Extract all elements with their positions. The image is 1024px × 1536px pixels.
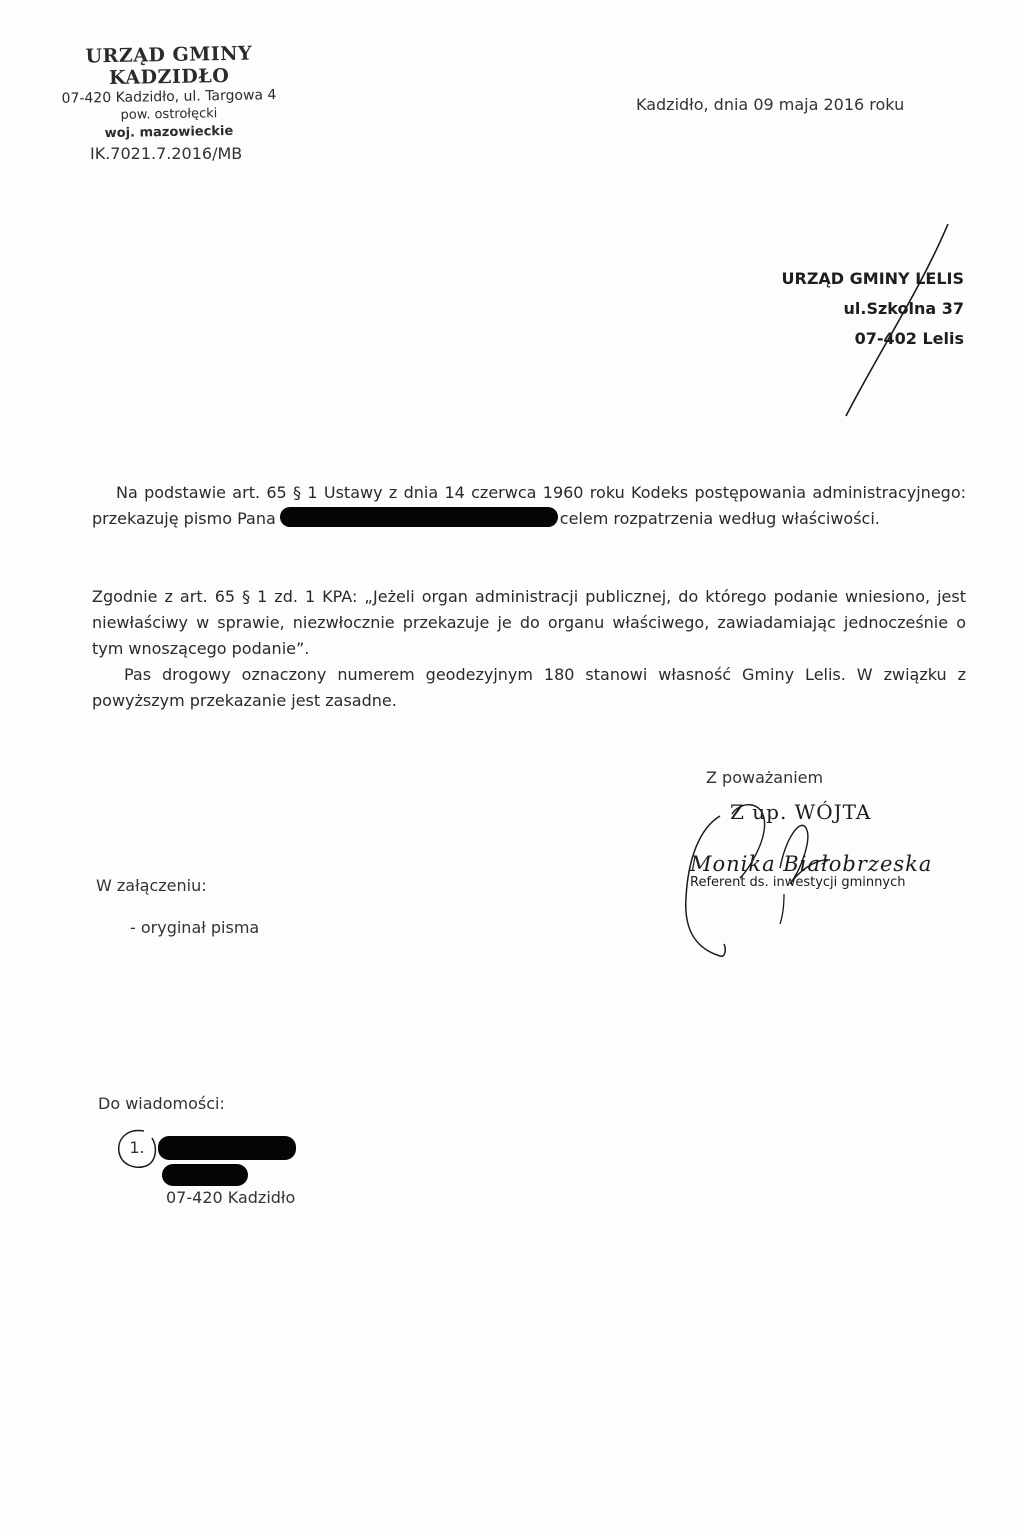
closing-greeting: Z poważaniem: [706, 768, 824, 787]
sender-address: 07-420 Kadzidło, ul. Targowa 4: [61, 87, 277, 107]
recipient-street: ul.Szkolna 37: [843, 299, 964, 318]
recipient-name: URZĄD GMINY LELIS: [781, 269, 964, 288]
signatory-name: Monika Białobrzeska: [690, 852, 933, 876]
sender-stamp: [34, 44, 304, 142]
body-paragraph-1-start: Na podstawie art. 65 § 1 Ustawy z dnia 14 czerwca 1960 roku Kodeks postępowania administracyjnego: przekazuję pismo Pana: [92, 483, 966, 528]
reference-number: IK.7021.7.2016/MB: [90, 144, 243, 163]
cc-label: Do wiadomości:: [98, 1094, 225, 1113]
body-paragraph-3: Pas drogowy oznaczony numerem geodezyjnym 180 stanowi własność Gminy Lelis. W związku z powyższym przekazanie jest zasadne.: [92, 665, 966, 710]
attachment-item: - oryginał pisma: [130, 918, 260, 937]
place-date: Kadzidło, dnia 09 maja 2016 roku: [636, 95, 905, 114]
recipient-city: 07-402 Lelis: [854, 329, 964, 348]
cc-item-number: 1.: [129, 1138, 145, 1157]
redaction-bar: [280, 507, 558, 527]
body-paragraph-2: Zgodnie z art. 65 § 1 zd. 1 KPA: „Jeżeli organ administracji publicznej, do którego podanie wniesiono, jest niewłaściwy w sprawie, niezwłocznie przekazuje je do organu właściwego, zawiadamiając jednocześnie o tym wnoszącego podanie”.: [92, 587, 966, 658]
sender-voivodeship: woj. mazowieckie: [104, 123, 234, 142]
signature-authority: Z up. WÓJTA: [730, 800, 872, 824]
body-paragraph-1-end: celem rozpatrzenia według właściwości.: [559, 509, 880, 528]
attachments-label: W załączeniu:: [96, 876, 207, 895]
recipient-address: [782, 264, 965, 354]
redaction-bar: [158, 1136, 296, 1160]
redaction-bar: [162, 1164, 248, 1186]
body-paragraph-1: [92, 480, 966, 532]
cc-city: 07-420 Kadzidło: [166, 1188, 296, 1207]
sender-name: URZĄD GMINY KADZIDŁO: [85, 42, 253, 90]
signatory-role: Referent ds. inwestycji gminnych: [690, 875, 906, 890]
sender-county: pow. ostrołęcki: [120, 106, 218, 123]
